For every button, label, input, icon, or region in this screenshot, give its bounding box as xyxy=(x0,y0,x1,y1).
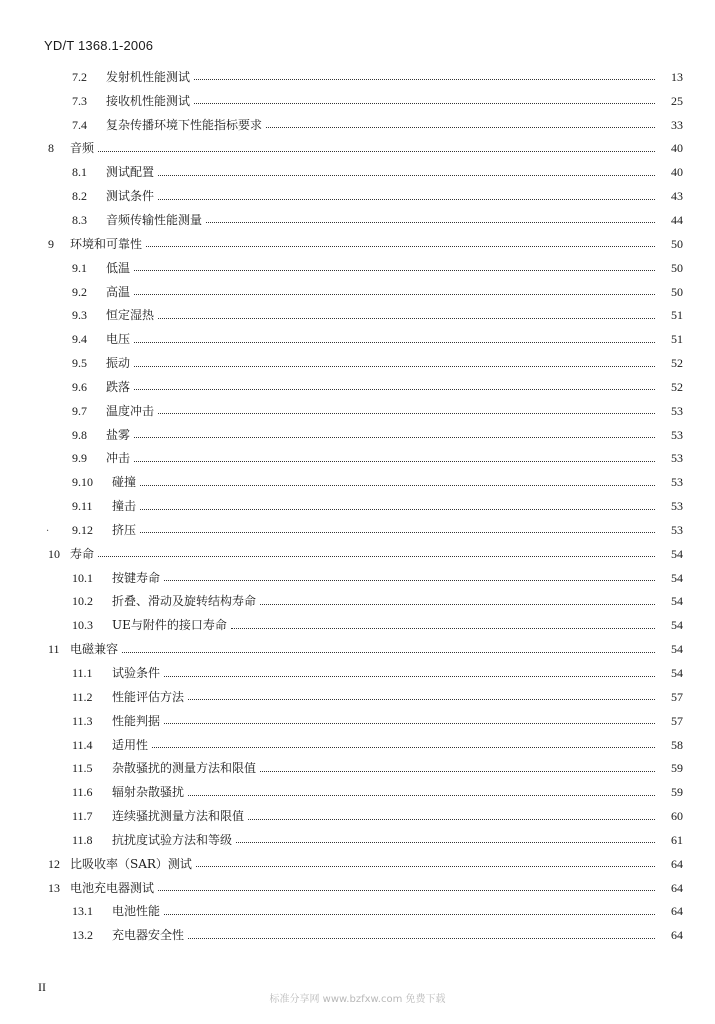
toc-entry-page: 64 xyxy=(671,856,683,871)
toc-entry xyxy=(0,470,715,494)
toc-entry-page: 60 xyxy=(671,809,683,824)
toc-entry-number: 13.1 xyxy=(72,904,93,919)
toc-entry-title: 恒定湿热 xyxy=(106,308,155,323)
toc-entry xyxy=(0,65,715,89)
toc-entry-page: 57 xyxy=(671,689,683,704)
toc-entry-title: 高温 xyxy=(106,284,131,299)
toc-entry-page: 54 xyxy=(671,666,683,681)
toc-entry xyxy=(0,208,715,232)
toc-entry xyxy=(0,637,715,661)
toc-entry-page: 58 xyxy=(671,737,683,752)
toc-entry-number: 9.12 xyxy=(72,522,93,537)
toc-entry-title: 撞击 xyxy=(112,499,137,514)
toc-entry-title: 测试条件 xyxy=(106,189,155,204)
dot-leader xyxy=(194,79,655,80)
toc-entry-number: 11 xyxy=(48,642,60,657)
dot-leader xyxy=(236,842,655,843)
toc-entry-title: 寿命 xyxy=(70,546,95,561)
toc-entry-page: 13 xyxy=(671,69,683,84)
toc-entry-number: 11.5 xyxy=(72,761,93,776)
toc-entry-title: 性能评估方法 xyxy=(112,689,185,704)
toc-entry-number: 12 xyxy=(48,856,60,871)
toc-entry-number: 10.2 xyxy=(72,594,93,609)
toc-entry-title: 跌落 xyxy=(106,379,131,394)
toc-entry-page: 51 xyxy=(671,308,683,323)
toc-entry-page: 53 xyxy=(671,499,683,514)
toc-entry xyxy=(0,542,715,566)
toc-entry-title: 按键寿命 xyxy=(112,570,161,585)
toc-entry xyxy=(0,256,715,280)
toc-entry-number: 9.7 xyxy=(72,403,87,418)
toc-entry-number: 10 xyxy=(48,546,60,561)
dot-leader xyxy=(196,866,655,867)
toc-entry-title: 振动 xyxy=(106,356,131,371)
dot-leader xyxy=(134,461,655,462)
toc-entry-title: 冲击 xyxy=(106,451,131,466)
toc-entry xyxy=(0,613,715,637)
toc-entry-page: 53 xyxy=(671,403,683,418)
toc-entry xyxy=(0,685,715,709)
toc-entry xyxy=(0,828,715,852)
toc-entry-title: 碰撞 xyxy=(112,475,137,490)
toc-entry xyxy=(0,852,715,876)
toc-entry-number: 11.1 xyxy=(72,666,93,681)
toc-entry xyxy=(0,780,715,804)
toc-entry-page: 50 xyxy=(671,260,683,275)
toc-entry xyxy=(0,804,715,828)
dot-leader xyxy=(188,699,655,700)
dot-leader xyxy=(134,389,655,390)
toc-entry-page: 50 xyxy=(671,236,683,251)
toc-entry-number: 9.2 xyxy=(72,284,87,299)
toc-entry-page: 44 xyxy=(671,212,683,227)
toc-entry-page: 53 xyxy=(671,522,683,537)
dot-leader xyxy=(194,103,655,104)
dot-leader xyxy=(260,604,655,605)
toc-entry xyxy=(0,399,715,423)
toc-entry-number: 9.1 xyxy=(72,260,87,275)
toc-entry-title: 测试配置 xyxy=(106,165,155,180)
toc-entry-title: 盐雾 xyxy=(106,427,131,442)
toc-entry-page: 64 xyxy=(671,880,683,895)
toc-entry-title: 充电器安全性 xyxy=(112,928,185,943)
toc-entry-number: 9.5 xyxy=(72,356,87,371)
toc-entry xyxy=(0,518,715,542)
toc-entry xyxy=(0,733,715,757)
dot-leader xyxy=(134,437,655,438)
toc-entry xyxy=(0,423,715,447)
toc-entry-number: 9.8 xyxy=(72,427,87,442)
toc-entry-title: 折叠、滑动及旋转结构寿命 xyxy=(112,594,257,609)
toc-entry-page: 51 xyxy=(671,332,683,347)
toc-entry-page: 53 xyxy=(671,427,683,442)
toc-entry-number: 9.6 xyxy=(72,379,87,394)
toc-entry-number: 9 xyxy=(48,236,54,251)
toc-entry xyxy=(0,494,715,518)
toc-entry-number: 10.1 xyxy=(72,570,93,585)
toc-entry xyxy=(0,303,715,327)
toc-entry-title: 杂散骚扰的测量方法和限值 xyxy=(112,761,257,776)
toc-entry-number: 9.10 xyxy=(72,475,93,490)
toc-entry-page: 59 xyxy=(671,785,683,800)
toc-entry-number: 9.11 xyxy=(72,499,93,514)
dot-leader xyxy=(231,628,655,629)
dot-leader xyxy=(188,938,655,939)
toc-entry-number: 8 xyxy=(48,141,54,156)
toc-entry-number: 7.3 xyxy=(72,93,87,108)
toc-entry-title: 音频传输性能测量 xyxy=(106,212,203,227)
toc-entry xyxy=(0,89,715,113)
toc-entry-number: 10.3 xyxy=(72,618,93,633)
toc-entry xyxy=(0,900,715,924)
dot-leader xyxy=(140,532,655,533)
toc-entry-title: 挤压 xyxy=(112,522,137,537)
toc-entry-number: 9.3 xyxy=(72,308,87,323)
watermark: 标准分享网 www.bzfxw.com 免费下载 xyxy=(269,994,446,1005)
toc-entry-title: 电池充电器测试 xyxy=(70,880,155,895)
margin-mark: · xyxy=(46,526,50,537)
toc-entry-title: 低温 xyxy=(106,260,131,275)
toc-entry-title: 电磁兼容 xyxy=(70,642,119,657)
document-id: YD/T 1368.1-2006 xyxy=(44,38,154,53)
dot-leader xyxy=(122,652,655,653)
dot-leader xyxy=(164,914,655,915)
toc-entry-title: 复杂传播环境下性能指标要求 xyxy=(106,117,263,132)
toc-entry-number: 11.6 xyxy=(72,785,93,800)
toc-entry xyxy=(0,566,715,590)
toc-entry-number: 8.3 xyxy=(72,212,87,227)
toc-entry-number: 9.4 xyxy=(72,332,87,347)
toc-entry xyxy=(0,351,715,375)
toc-entry-title: 环境和可靠性 xyxy=(70,236,143,251)
toc-entry-page: 50 xyxy=(671,284,683,299)
toc-entry xyxy=(0,923,715,947)
dot-leader xyxy=(158,175,655,176)
dot-leader xyxy=(164,580,655,581)
toc-entry xyxy=(0,709,715,733)
toc-entry xyxy=(0,113,715,137)
toc-entry-title: 连续骚扰测量方法和限值 xyxy=(112,809,245,824)
dot-leader xyxy=(134,342,655,343)
toc-entry-page: 54 xyxy=(671,642,683,657)
page-number: II xyxy=(38,980,46,994)
dot-leader xyxy=(206,222,655,223)
dot-leader xyxy=(266,127,655,128)
toc-entry-number: 11.4 xyxy=(72,737,93,752)
dot-leader xyxy=(158,413,655,414)
toc-entry-page: 25 xyxy=(671,93,683,108)
dot-leader xyxy=(146,246,655,247)
dot-leader xyxy=(134,366,655,367)
dot-leader xyxy=(140,485,655,486)
toc-entry-title: 发射机性能测试 xyxy=(106,69,191,84)
table-of-contents xyxy=(0,65,715,947)
toc-entry-number: 11.8 xyxy=(72,832,93,847)
toc-entry-title: 接收机性能测试 xyxy=(106,93,191,108)
toc-entry-title: 试验条件 xyxy=(112,666,161,681)
dot-leader xyxy=(260,771,655,772)
toc-entry xyxy=(0,876,715,900)
toc-entry-page: 54 xyxy=(671,570,683,585)
toc-entry-page: 57 xyxy=(671,713,683,728)
toc-entry-page: 64 xyxy=(671,904,683,919)
dot-leader xyxy=(158,318,655,319)
toc-entry xyxy=(0,232,715,256)
dot-leader xyxy=(248,819,655,820)
toc-entry-number: 8.2 xyxy=(72,189,87,204)
dot-leader xyxy=(140,509,655,510)
toc-entry-page: 43 xyxy=(671,189,683,204)
toc-entry-title: 温度冲击 xyxy=(106,403,155,418)
toc-entry-title: 比吸收率（SAR）测试 xyxy=(70,856,192,871)
dot-leader xyxy=(98,556,655,557)
toc-entry-page: 40 xyxy=(671,165,683,180)
toc-entry-number: 8.1 xyxy=(72,165,87,180)
dot-leader xyxy=(158,199,655,200)
dot-leader xyxy=(152,747,655,748)
toc-entry-title: 电池性能 xyxy=(112,904,161,919)
toc-entry xyxy=(0,280,715,304)
toc-entry-number: 11.7 xyxy=(72,809,93,824)
toc-entry xyxy=(0,327,715,351)
toc-entry xyxy=(0,137,715,161)
toc-entry-number: 13.2 xyxy=(72,928,93,943)
toc-entry-page: 40 xyxy=(671,141,683,156)
toc-entry-number: 7.2 xyxy=(72,69,87,84)
toc-entry-page: 64 xyxy=(671,928,683,943)
toc-entry-number: 11.3 xyxy=(72,713,93,728)
toc-entry-title: 适用性 xyxy=(112,737,149,752)
toc-entry xyxy=(0,590,715,614)
dot-leader xyxy=(134,294,655,295)
toc-entry-page: 53 xyxy=(671,451,683,466)
toc-entry-title: 音频 xyxy=(70,141,95,156)
toc-entry xyxy=(0,661,715,685)
toc-entry-page: 54 xyxy=(671,594,683,609)
toc-entry-page: 54 xyxy=(671,618,683,633)
toc-entry-title: 抗扰度试验方法和等级 xyxy=(112,832,233,847)
dot-leader xyxy=(188,795,655,796)
toc-entry-title: 性能判据 xyxy=(112,713,161,728)
dot-leader xyxy=(164,723,655,724)
toc-entry xyxy=(0,447,715,471)
toc-entry-page: 33 xyxy=(671,117,683,132)
toc-entry-page: 52 xyxy=(671,356,683,371)
toc-entry-page: 53 xyxy=(671,475,683,490)
toc-entry-title: 辐射杂散骚扰 xyxy=(112,785,185,800)
toc-entry xyxy=(0,184,715,208)
dot-leader xyxy=(164,676,655,677)
toc-entry xyxy=(0,375,715,399)
toc-entry-page: 52 xyxy=(671,379,683,394)
toc-entry-page: 61 xyxy=(671,832,683,847)
toc-entry xyxy=(0,756,715,780)
dot-leader xyxy=(98,151,655,152)
toc-entry-title: UE与附件的接口寿命 xyxy=(112,618,227,633)
dot-leader xyxy=(158,890,655,891)
toc-entry-title: 电压 xyxy=(106,332,131,347)
toc-entry-page: 59 xyxy=(671,761,683,776)
toc-entry-number: 13 xyxy=(48,880,60,895)
toc-entry-page: 54 xyxy=(671,546,683,561)
toc-entry-number: 9.9 xyxy=(72,451,87,466)
toc-entry-number: 7.4 xyxy=(72,117,87,132)
toc-entry-number: 11.2 xyxy=(72,689,93,704)
toc-entry xyxy=(0,160,715,184)
dot-leader xyxy=(134,270,655,271)
